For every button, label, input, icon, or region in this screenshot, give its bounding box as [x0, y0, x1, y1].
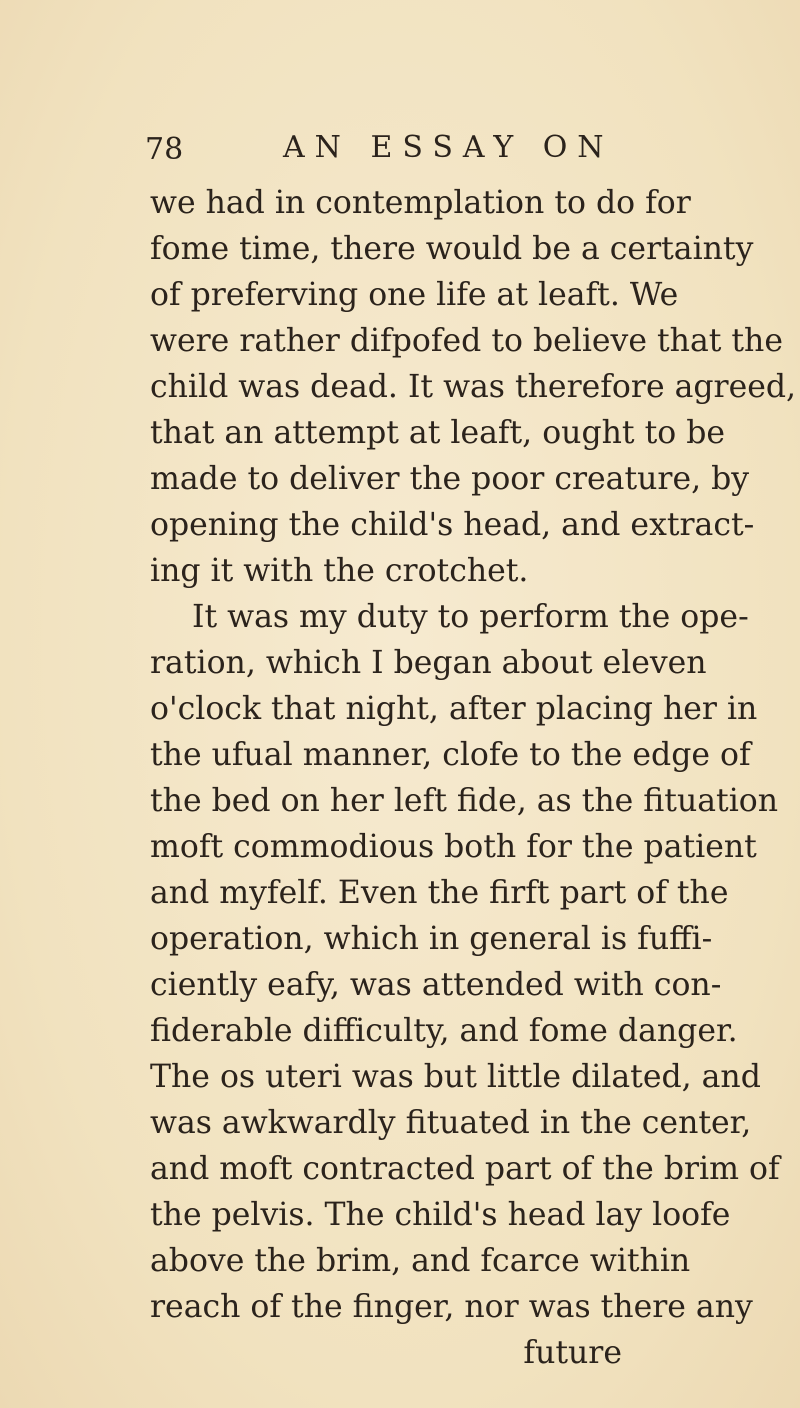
text-line: operation, which in general is fuffi-	[150, 921, 713, 957]
text-line: and myfelf. Even the firft part of the	[150, 875, 729, 911]
text-line: fiderable difficulty, and fome danger.	[150, 1013, 738, 1049]
text-line: the ufual manner, clofe to the edge of	[150, 737, 751, 773]
text-line: that an attempt at leaft, ought to be	[150, 415, 726, 451]
text-line: The os uteri was but little dilated, and	[150, 1059, 761, 1095]
catchword: future	[523, 1335, 622, 1371]
text-line: we had in contemplation to do for	[150, 185, 691, 221]
text-line: It was my duty to perform the ope-	[192, 599, 749, 635]
text-line: ration, which I began about eleven	[150, 645, 707, 681]
text-line: fome time, there would be a certainty	[150, 231, 754, 267]
text-line: and moft contracted part of the brim of	[150, 1151, 780, 1187]
text-line: made to deliver the poor creature, by	[150, 461, 750, 497]
text-line: the bed on her left fide, as the fituation	[150, 783, 779, 819]
text-line: opening the child's head, and extract-	[150, 507, 755, 543]
text-line: was awkwardly fituated in the center,	[150, 1105, 752, 1141]
page-header	[145, 126, 615, 176]
text-line: moft commodious both for the patient	[150, 829, 757, 865]
text-line: ing it with the crotchet.	[150, 553, 529, 589]
body-text	[150, 180, 797, 1376]
text-line: child was dead. It was therefore agreed,	[150, 369, 797, 405]
text-line: o'clock that night, after placing her in	[150, 691, 758, 727]
running-title: AN ESSAY ON	[283, 130, 614, 165]
text-line: were rather difpofed to believe that the	[150, 323, 783, 359]
page-number: 78	[145, 132, 184, 167]
text-line: of preferving one life at leaft. We	[150, 277, 679, 313]
text-line: above the brim, and fcarce within	[150, 1243, 691, 1279]
text-line: ciently eafy, was attended with con-	[150, 967, 722, 1003]
text-line: the pelvis. The child's head lay loofe	[150, 1197, 731, 1233]
text-line: reach of the finger, nor was there any	[150, 1289, 753, 1325]
